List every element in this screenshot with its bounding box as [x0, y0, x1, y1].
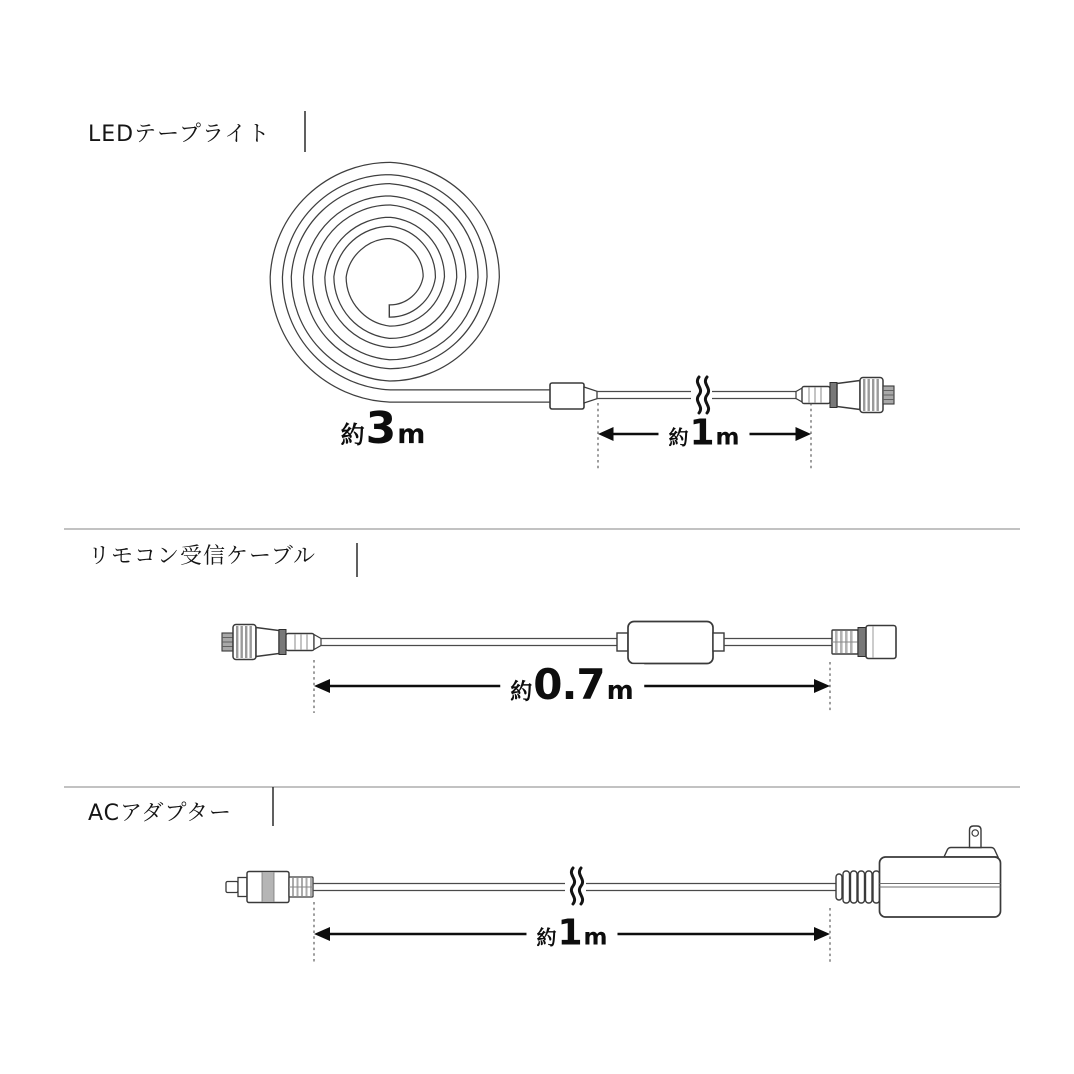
dc-plug-connector: [226, 872, 313, 903]
measure-prefix: 約: [510, 680, 533, 706]
female-connector-right: [832, 626, 896, 659]
led-cable-length-label: [658, 412, 749, 454]
led-strip-coil: [276, 169, 556, 397]
measure-unit: m: [606, 676, 634, 707]
receiver-cable-right: [724, 639, 832, 646]
coil-length-label: [331, 403, 436, 455]
plug-base: [944, 848, 998, 858]
ac-adapter-body: [880, 826, 1001, 917]
receiver-box: [617, 622, 724, 664]
strip-end-sleeve: [550, 383, 584, 409]
section-title-remote-cable: リモコン受信ケーブル: [88, 544, 317, 569]
blade-hole: [972, 830, 978, 836]
male-connector-left: [222, 625, 321, 660]
sleeve-taper: [584, 387, 597, 403]
measure-unit: m: [397, 419, 426, 451]
measure-value: 1: [689, 412, 714, 454]
measure-prefix: 約: [536, 925, 557, 950]
section-title-led-tape: LEDテープライト: [88, 122, 271, 147]
measure-unit: m: [583, 924, 608, 951]
measure-prefix: 約: [340, 421, 365, 450]
measure-value: 1: [557, 912, 582, 954]
male-connector: [796, 378, 894, 413]
strain-relief-bellows: [836, 871, 880, 903]
measure-unit: m: [715, 424, 740, 451]
receiver-cable: [321, 639, 617, 646]
remote-cable-length-label: [500, 660, 644, 710]
cable-break-icon: [565, 868, 586, 904]
adapter-cable-length-label: [526, 912, 617, 954]
measure-value: 3: [365, 403, 396, 455]
measure-prefix: 約: [668, 425, 689, 450]
cable-break-icon: [691, 377, 712, 413]
section-title-ac-adapter: ACアダプター: [88, 801, 232, 826]
measure-value: 0.7: [533, 660, 605, 710]
